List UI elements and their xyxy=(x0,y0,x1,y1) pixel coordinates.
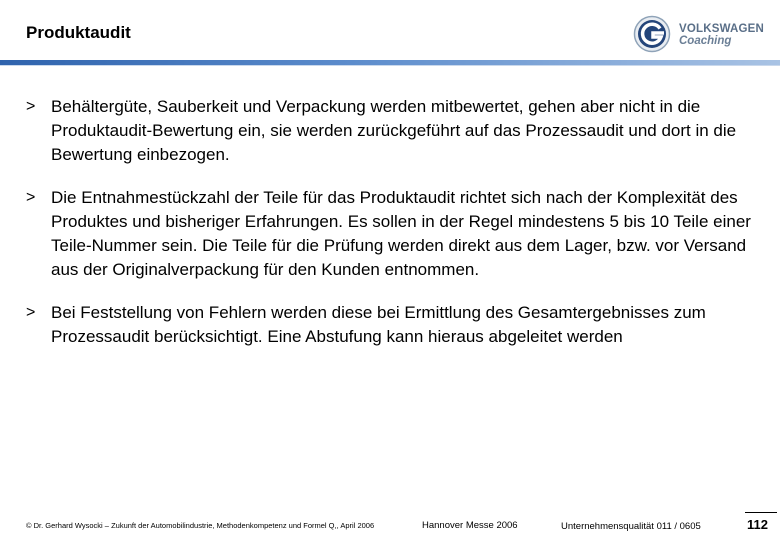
footer-divider xyxy=(745,512,777,513)
vw-coaching-logo-icon xyxy=(633,15,671,53)
bullet-marker: > xyxy=(26,98,36,115)
volkswagen-coaching-logo xyxy=(633,15,773,55)
bullet-text: Die Entnahmestückzahl der Teile für das Produktaudit richtet sich nach der Komplexität des Produktes und bisheriger Erfahrungen. Es sollen in der Regel mindestens 5 bis 10 Teile einer Teile-Nummer sein. Die Teile für die Prüfung werden direkt aus dem Lager, bzw. vor Versand aus der Originalverpackung für den Kunden entnommen. xyxy=(51,188,751,279)
bullet-marker: > xyxy=(26,304,36,321)
page-title: Produktaudit xyxy=(26,23,131,42)
footer-event: Hannover Messe 2006 xyxy=(422,520,518,531)
logo-line-coaching: Coaching xyxy=(679,35,732,47)
bullet-item xyxy=(26,95,766,167)
bullet-item xyxy=(26,301,766,349)
footer-copyright: © Dr. Gerhard Wysocki – Zukunft der Automobilindustrie, Methodenkompetenz und Formel Q,, April 2006 xyxy=(26,521,375,530)
logo-line-brand: VOLKSWAGEN xyxy=(679,23,765,35)
bullet-text: Bei Feststellung von Fehlern werden diese bei Ermittlung des Gesamtergebnisses zum Prozessaudit berücksichtigt. Eine Abstufung kann hieraus abgeleitet werden xyxy=(51,303,706,346)
content-body xyxy=(26,95,766,368)
page-number: 112 xyxy=(747,517,768,532)
bullet-marker: > xyxy=(26,189,36,206)
bullet-item xyxy=(26,186,766,282)
header-divider xyxy=(0,60,780,66)
bullet-text: Behältergüte, Sauberkeit und Verpackung werden mitbewertet, gehen aber nicht in die Produktaudit-Bewertung ein, sie werden zurückgeführt auf das Prozessaudit und dort in die Bewertung einbezogen. xyxy=(51,97,737,164)
footer-section: Unternehmensqualität 011 / 0605 xyxy=(561,521,701,532)
logo-wordmark xyxy=(679,23,764,47)
